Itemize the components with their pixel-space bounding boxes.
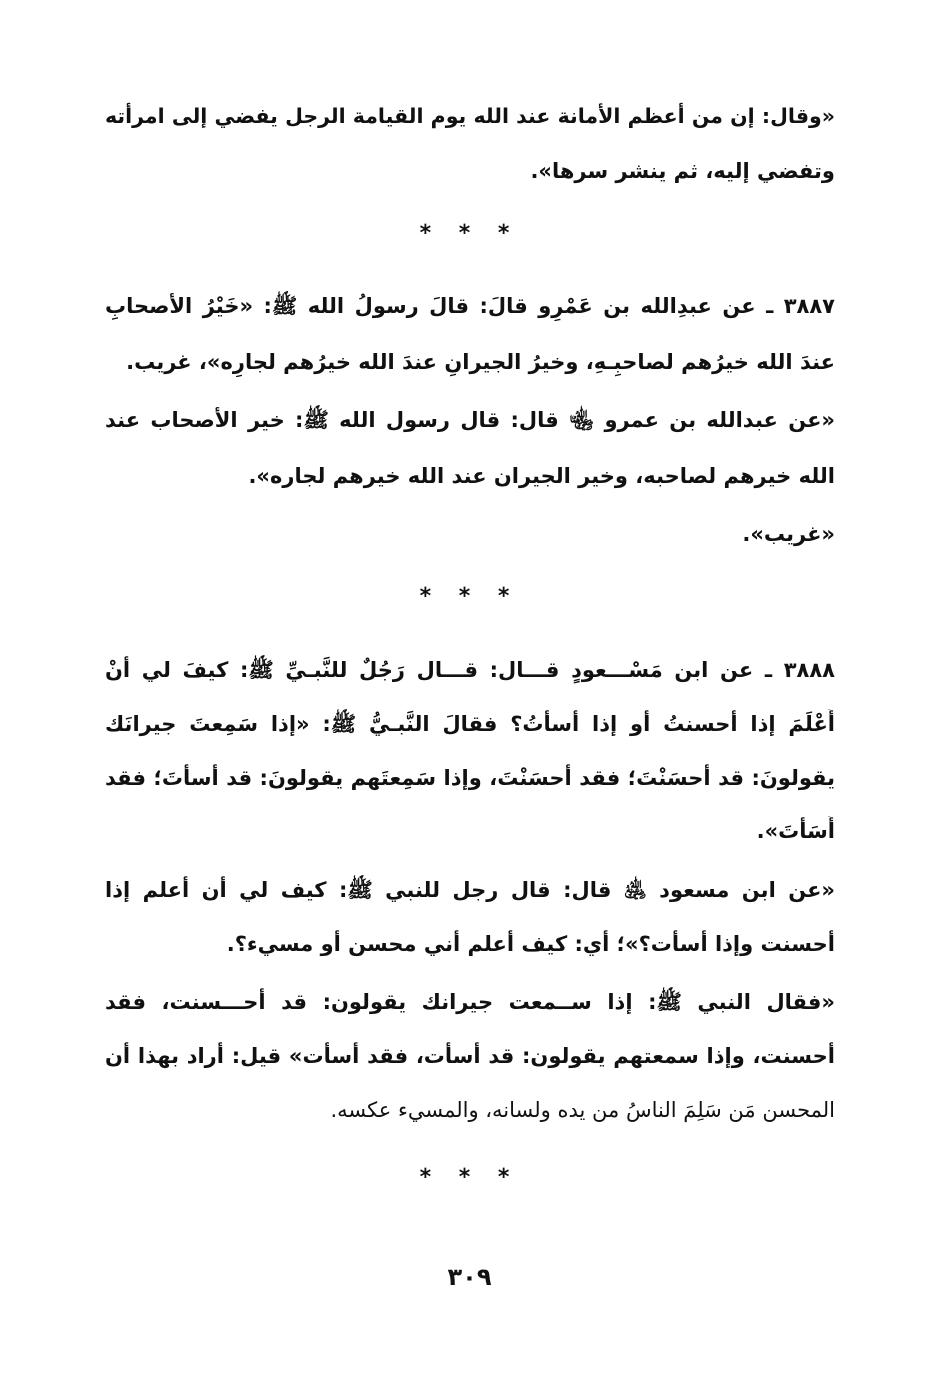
section-separator-2: * * * bbox=[419, 584, 520, 609]
text-line-4: عندَ الله خيرُهم لصاحبِـهِ، وخيرُ الجيرانِ عندَ الله خيرُهم لجارِه»، غريب. bbox=[126, 350, 835, 374]
text-line-11: أَسَأْتَ». bbox=[756, 819, 835, 843]
section-separator-3: * * * bbox=[419, 1165, 520, 1190]
text-line-16: المحسن مَن سَلِمَ الناسُ من يده ولسانه، والمسيء عكسه. bbox=[330, 1098, 835, 1122]
text-line-13: أحسنت وإذا أسأت؟»؛ أي: كيف أعلم أني محسن أو مسيء؟. bbox=[226, 932, 835, 956]
text-line-14: «فقال النبي ﷺ: إذا ســمعت جيرانك يقولون: قد أحـــسنت، فقد bbox=[105, 990, 835, 1014]
text-line-3: ٣٨٨٧ ـ عن عبدِالله بن عَمْرٍو قالَ: قالَ رسولُ الله ﷺ: «خَيْرُ الأصحابِ bbox=[105, 294, 835, 318]
text-line-5: «عن عبدالله بن عمرو ﵄ قال: قال رسول الله ﷺ: خير الأصحاب عند bbox=[105, 408, 835, 432]
text-line-7: «غريب». bbox=[742, 522, 835, 546]
text-line-2: وتفضي إليه، ثم ينشر سرها». bbox=[530, 159, 835, 183]
text-line-1: «وقال: إن من أعظم الأمانة عند الله يوم القيامة الرجل يفضي إلى امرأته bbox=[105, 104, 835, 128]
page-number: ٣٠٩ bbox=[447, 1263, 492, 1291]
text-line-10: يقولونَ: قد أحسَنْتَ؛ فقد أحسَنْتَ، وإذا سَمِعتَهم يقولونَ: قد أسأتَ؛ فقد bbox=[105, 766, 835, 790]
text-line-12: «عن ابن مسعود ﵁ قال: قال رجل للنبي ﷺ: كيف لي أن أعلم إذا bbox=[105, 878, 835, 902]
text-line-9: أَعْلَمَ إذا أحسنتُ أو إذا أسأتُ؟ فقالَ النَّبـيُّ ﷺ: «إذا سَمِعتَ جيرانَك bbox=[105, 712, 835, 736]
section-separator-1: * * * bbox=[419, 221, 520, 246]
text-line-6: الله خيرهم لصاحبه، وخير الجيران عند الله خيرهم لجاره». bbox=[248, 464, 835, 488]
text-line-8: ٣٨٨٨ ـ عن ابن مَسْـــعودٍ قـــال: قـــال رَجُلٌ للنَّبـيِّ ﷺ: كيفَ لي أنْ bbox=[105, 658, 835, 682]
text-line-15: أحسنت، وإذا سمعتهم يقولون: قد أسأت، فقد أسأت» قيل: أراد بهذا أن bbox=[105, 1044, 835, 1068]
